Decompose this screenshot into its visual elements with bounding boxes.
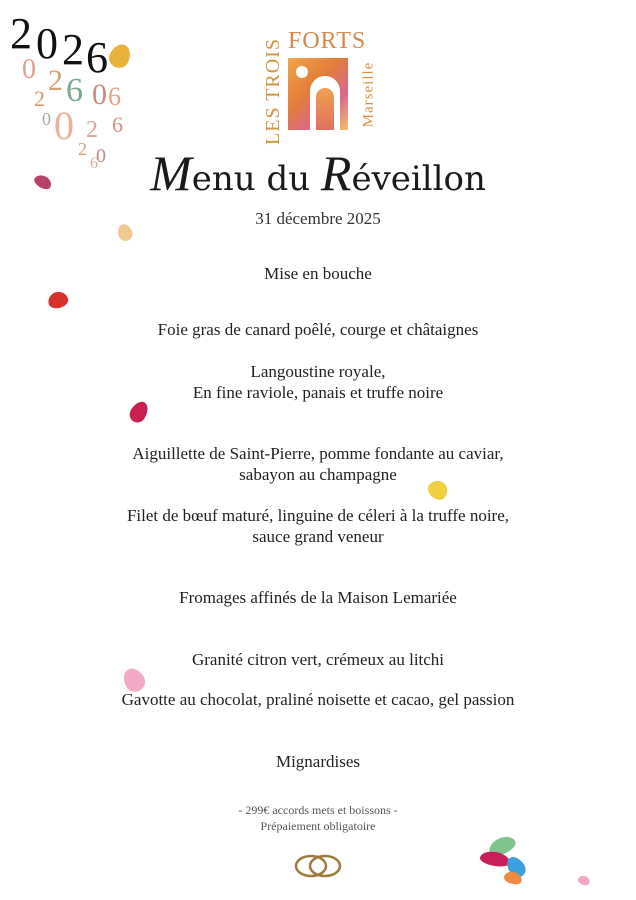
menu-item-cheese: Fromages affinés de la Maison Lemariée bbox=[179, 588, 457, 607]
menu-item-dessert: Gavotte au chocolat, praliné noisette et cacao, gel passion bbox=[121, 690, 515, 709]
menu-item-amuse: Mise en bouche bbox=[264, 264, 372, 283]
prepayment-note: Prépaiement obligatoire bbox=[260, 819, 376, 833]
scatter-digit: 2 bbox=[48, 64, 63, 97]
year-digit: 6 bbox=[86, 33, 108, 82]
scatter-digit: 0 bbox=[54, 103, 74, 148]
title-initial-r: R bbox=[320, 145, 352, 201]
price-line: - 299€ accords mets et boissons - bbox=[238, 803, 398, 817]
menu-item-langoustine-line1: Langoustine royale, bbox=[250, 362, 386, 381]
menu-item-fish-line1: Aiguillette de Saint-Pierre, pomme fondante au caviar, bbox=[132, 444, 504, 463]
year-digit: 0 bbox=[36, 19, 58, 68]
menu-item-starter: Foie gras de canard poêlé, courge et châtaignes bbox=[157, 320, 479, 339]
scatter-digit: 6 bbox=[66, 72, 83, 109]
scatter-digit: 6 bbox=[90, 155, 98, 172]
title-part: éveillon bbox=[351, 159, 486, 199]
menu-item-meat-line1: Filet de bœuf maturé, linguine de céleri à la truffe noire, bbox=[126, 506, 510, 525]
menu-item-fish-line2: sabayon au champagne bbox=[239, 465, 397, 484]
scatter-digit: 2 bbox=[86, 117, 98, 143]
scatter-digit: 0 bbox=[22, 54, 36, 85]
confetti-petal bbox=[46, 290, 69, 311]
year-digit: 2 bbox=[10, 9, 32, 58]
scatter-digit: 2 bbox=[34, 86, 45, 111]
menu-item-mignardises: Mignardises bbox=[275, 752, 361, 771]
menu-item-predessert: Granité citron vert, crémeux au litchi bbox=[191, 650, 445, 669]
scatter-digit: 6 bbox=[108, 82, 121, 111]
logo-mark-icon bbox=[288, 58, 348, 130]
interlaced-rings-icon bbox=[292, 852, 344, 880]
restaurant-logo bbox=[261, 28, 377, 145]
logo-top-text: FORTS bbox=[288, 28, 367, 54]
scatter-digit: 0 bbox=[92, 78, 107, 111]
page-title bbox=[0, 145, 636, 201]
year-digit: 2 bbox=[62, 25, 84, 74]
menu-item-meat-line2: sauce grand veneur bbox=[252, 527, 384, 546]
menu-date: 31 décembre 2025 bbox=[255, 209, 381, 228]
title-part: enu du bbox=[191, 159, 321, 199]
scatter-digit: 2 bbox=[78, 139, 87, 159]
confetti-petal bbox=[577, 874, 591, 887]
logo-left-text: LES TROIS bbox=[261, 38, 284, 145]
scatter-digit: 0 bbox=[96, 145, 106, 167]
logo-right-text: Marseille bbox=[360, 61, 377, 128]
title-initial-m: M bbox=[150, 145, 192, 201]
scatter-digit: 6 bbox=[112, 112, 123, 137]
menu-item-langoustine-line2: En fine raviole, panais et truffe noire bbox=[192, 383, 444, 402]
scatter-digit: 0 bbox=[42, 109, 51, 129]
